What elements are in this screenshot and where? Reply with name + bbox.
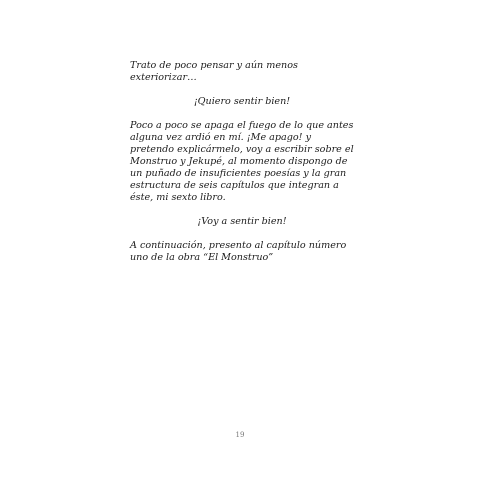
exclamation-quiero: ¡Quiero sentir bien! [193,96,291,107]
page-number: 19 [235,431,245,439]
paragraph-intro: Trato de poco pensar y aún menos exteriorizar… [130,60,298,83]
paragraph-closing: A continuación, presento al capítulo número uno de la obra “El Monstruo” [130,240,347,263]
exclamation-voy: ¡Voy a sentir bien! [197,216,287,227]
body-text [130,60,354,276]
paragraph-main: Poco a poco se apaga el fuego de lo que antes alguna vez ardió en mí. ¡Me apago! y pretendo explicármelo, voy a escribir sobre el Monstruo y Jekupé, al momento dispongo de un puñado de insuficientes poesías y la gran estructura de seis capítulos que integran a éste, mi sexto libro. [130,120,354,203]
